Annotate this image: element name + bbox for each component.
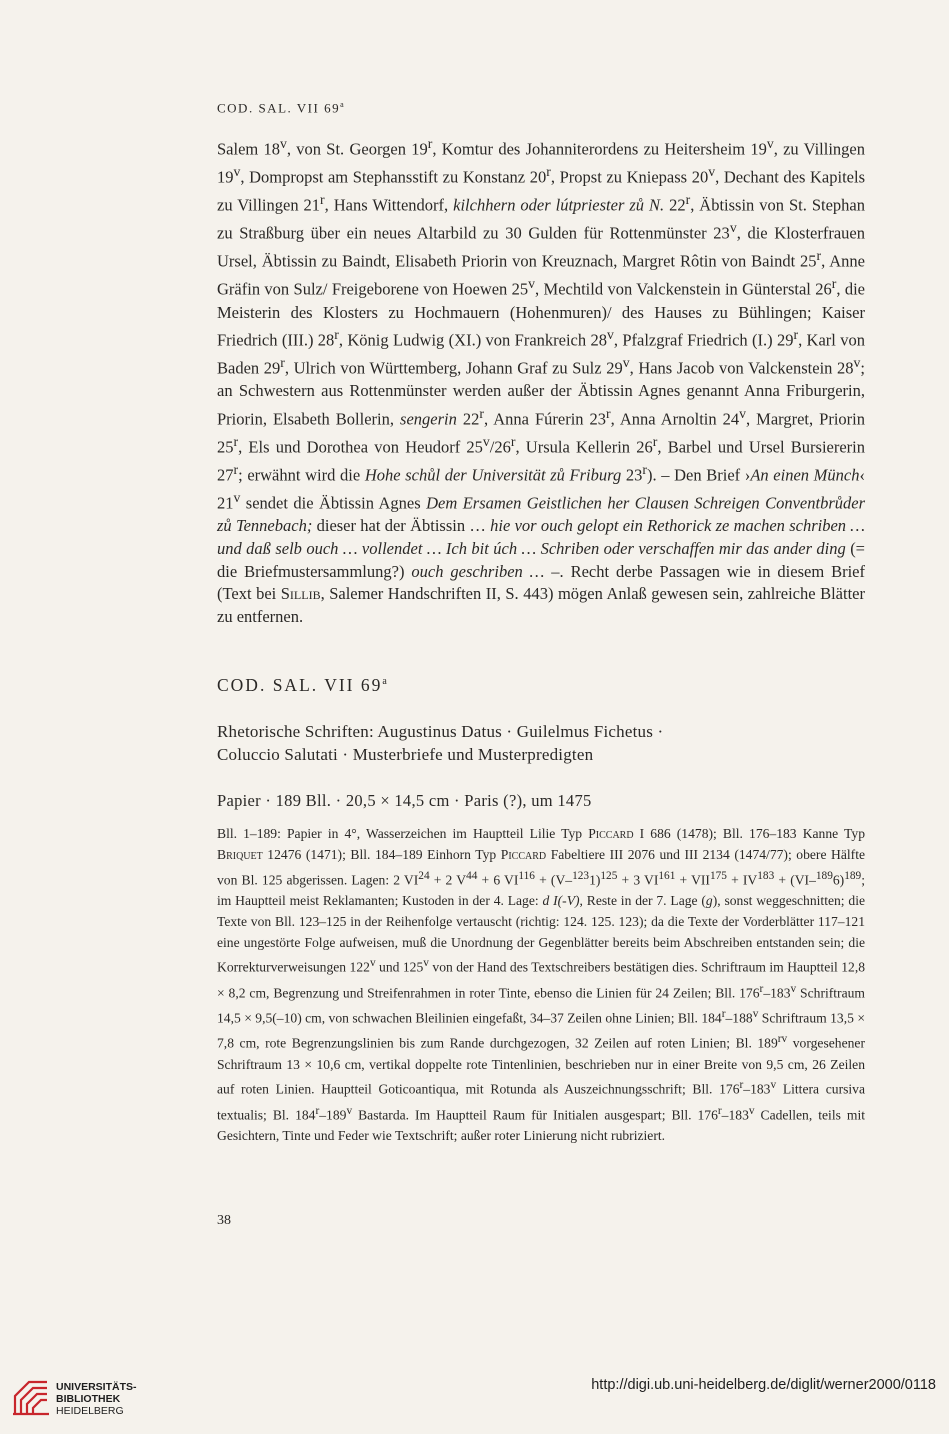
title-line-1: Rhetorische Schriften: Augustinus Datus · Guilelmus Fichetus ·: [217, 722, 664, 741]
manuscript-facts: Papier · 189 Bll. · 20,5 × 14,5 cm · Paris (?), um 1475: [217, 791, 592, 810]
section-heading: COD. SAL. VII 69$^a$: [217, 675, 387, 695]
page-number: 38: [217, 1213, 231, 1228]
source-url-link[interactable]: http://digi.ub.uni-heidelberg.de/diglit/werner2000/0118: [591, 1377, 936, 1393]
title-line-2: Coluccio Salutati · Musterbriefe und Musterpredigten: [217, 745, 594, 764]
running-head: COD. SAL. VII 69$^a$: [217, 100, 344, 116]
codicological-description: Bll. 1–189: Papier in 4°, Wasserzeichen im Hauptteil Lilie Typ Piccard I 686 (1478); Bll. 176–183 Kanne Typ Briquet 12476 (1471); Bll. 184–189 Einhorn Typ Piccard Fabeltiere III 2076 und III 2134 (1474/77); obere Hälfte von Bl. 125 abgerissen. Lagen: 2 $VI^{24} + 2$ $V^{44} + 6$ $VI^{116} + (V-^{123}1)^{125} + 3$ $VI^{161} + VII^{175} + IV^{183} + (VI-^{189}6)^{189}$; im Hauptteil meist Reklamanten; Kustoden in der 4. Lage: d I(-V), Reste in der 7. Lage (g), sonst weggeschnitten; die Texte von Bll. 123–125 in der Reihenfolge vertauscht (richtig: 124. 125. 123); da die Texte der Vorderblätter 117–121 eine ungestörte Folge aufweisen, muß die Unordnung der Gegenblätter bereits beim Abschreiben entstanden sein; die Korrekturverweisungen 122$^v$ und 125$^v$ von der Hand des Textschreibers bestätigen dies. Schriftraum im Hauptteil 12,8 × 8,2 cm, Begrenzung und Streifenrahmen in roter Tinte, ebenso die Linien für 24 Zeilen; Bll. 176$^r$–183$^v$ Schriftraum 14,5 × 9,5(–10) cm, von schwachen Bleilinien eingefaßt, 34–37 Zeilen ohne Linien; Bll. 184$^r$–188$^v$ Schriftraum 13,5 × 7,8 cm, rote Begrenzungslinien bis zum Rande durchgezogen, 32 Zeilen auf roten Linien; Bl. $189^{rv}$ vorgesehener Schriftraum 13 × 10,6 cm, vertikal doppelte rote Tintenlinien, beschrieben nur in einer Breite von 9,5 cm, 26 Zeilen auf roten Linien. Hauptteil Goticoantiqua, mit Rotunda als Auszeichnungsschrift; Bll. 176$^r$–183$^v$ Littera cursiva textualis; Bl. 184$^r$–189$^v$ Bastarda. Im Hauptteil Raum für Initialen ausgespart; Bll. 176$^r$–183$^v$ Cadellen, teils mit Gesichtern, Tinte und Feder wie Textschrift; außer roter Linierung nicht rubriziert.: [217, 826, 866, 1144]
manuscript-title: [217, 720, 865, 766]
paragraph-continuation: Salem 18$^v$, von St. Georgen 19$^r$, Komtur des Johanniterordens zu Heitersheim 19$^v$, zu Villingen 19$^v$, Dompropst am Stephansstift zu Konstanz 20$^r$, Propst zu Kniepass 20$^v$, Dechant des Kapitels zu Villingen 21$^r$, Hans Wittendorf, kilchhern oder lútpriester zů N. 22$^r$, Äbtissin von St. Stephan zu Straßburg über ein neues Altarbild zu 30 Gulden für Rottenmünster 23$^v$, die Klosterfrauen Ursel, Äbtissin zu Baindt, Elisabeth Priorin von Kreuznach, Margret Rôtin von Baindt 25$^r$, Anne Gräfin von Sulz/ Freigeborene von Hoewen 25$^v$, Mechtild von Valckenstein in Günterstal 26$^r$, die Meisterin des Klosters zu Hochmauern (Hohenmuren)/ des Hauses zu Bühlingen; Kaiser Friedrich (III.) 28$^r$, König Ludwig (XI.) von Frankreich 28$^v$, Pfalzgraf Friedrich (I.) 29$^r$, Karl von Baden 29$^r$, Ulrich von Württemberg, Johann Graf zu Sulz 29$^v$, Hans Jacob von Valckenstein 28$^v$; an Schwestern aus Rottenmünster werden außer der Äbtissin Agnes genannt Anna Friburgerin, Priorin, Elsabeth Bollerin, sengerin 22$^r$, Anna Fúrerin 23$^r$, Anna Arnoltin 24$^v$, Margret, Priorin 25$^r$, Els und Dorothea von Heudorf 25$^v$/26$^r$, Ursula Kellerin 26$^r$, Barbel und Ursel Bursiererin 27$^r$; erwähnt wird die Hohe schůl der Universität zů Friburg 23$^r$). – Den Brief ›An einen Münch‹ 21$^v$ sendet die Äbtissin Agnes Dem Ersamen Geistlichen her Clausen Schreigen Conventbrůder zů Tennebach; dieser hat der Äbtissin … hie vor ouch gelopt ein Rethorick ze machen schriben … und daß selb ouch … vollendet … Ich bit úch … Schriben oder verschaffen mir das ander ding (= die Briefmustersammlung?) ouch geschriben … –. Recht derbe Passagen wie in diesem Brief (Text bei Sillib, Salemer Handschriften II, S. 443) mögen Anlaß gewesen sein, zahlreiche Blätter zu entfernen.: [217, 136, 866, 626]
library-logo-icon: [9, 1376, 53, 1420]
library-name: UNIVERSITÄTS- BIBLIOTHEK HEIDELBERG: [56, 1381, 137, 1417]
